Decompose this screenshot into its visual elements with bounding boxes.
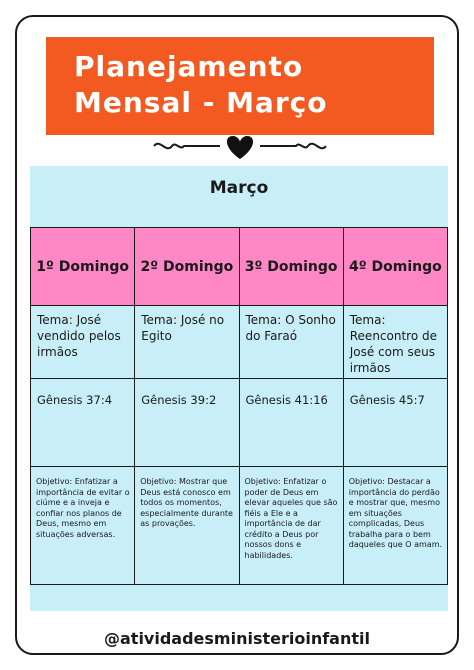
week-2-header: 2º Domingo: [135, 228, 239, 306]
title-banner: [46, 37, 434, 135]
heart-divider: [150, 132, 330, 162]
week-2-objective: Objetivo: Mostrar que Deus está conosco em todos os momentos, especialmente durante as provações.: [135, 467, 239, 585]
title-line-2: Mensal - Março: [74, 86, 328, 119]
week-2-reference: Gênesis 39:2: [135, 379, 239, 467]
week-4-objective: Objetivo: Destacar a importância do perdão e mostrar que, mesmo em situações complicadas, Deus trabalha para o bem daqueles que O amam.: [343, 467, 447, 585]
week-3-header: 3º Domingo: [239, 228, 343, 306]
table-row: [31, 467, 448, 585]
week-2-theme: Tema: José no Egito: [135, 306, 239, 379]
table-row: [31, 379, 448, 467]
table-row: [31, 228, 448, 306]
footer-handle: @atividadesministerioinfantil: [104, 629, 370, 648]
table-row: [31, 306, 448, 379]
week-4-reference: Gênesis 45:7: [343, 379, 447, 467]
month-title: Março: [209, 178, 269, 198]
week-4-theme: Tema: Reencontro de José com seus irmãos: [343, 306, 447, 379]
heart-icon: [227, 136, 253, 159]
week-3-theme: Tema: O Sonho do Faraó: [239, 306, 343, 379]
week-3-reference: Gênesis 41:16: [239, 379, 343, 467]
week-1-objective: Objetivo: Enfatizar a importância de evitar o ciúme e a inveja e confiar nos planos de Deus, mesmo em situações adversas.: [31, 467, 135, 585]
week-1-header: 1º Domingo: [31, 228, 135, 306]
planning-table: [30, 227, 448, 585]
week-1-reference: Gênesis 37:4: [31, 379, 135, 467]
title-line-1: Planejamento: [74, 50, 304, 83]
week-3-objective: Objetivo: Enfatizar o poder de Deus em elevar aqueles que são fiéis a Ele e a importância de dar crédito a Deus por nossos dons e habilidades.: [239, 467, 343, 585]
week-1-theme: Tema: José vendido pelos irmãos: [31, 306, 135, 379]
week-4-header: 4º Domingo: [343, 228, 447, 306]
